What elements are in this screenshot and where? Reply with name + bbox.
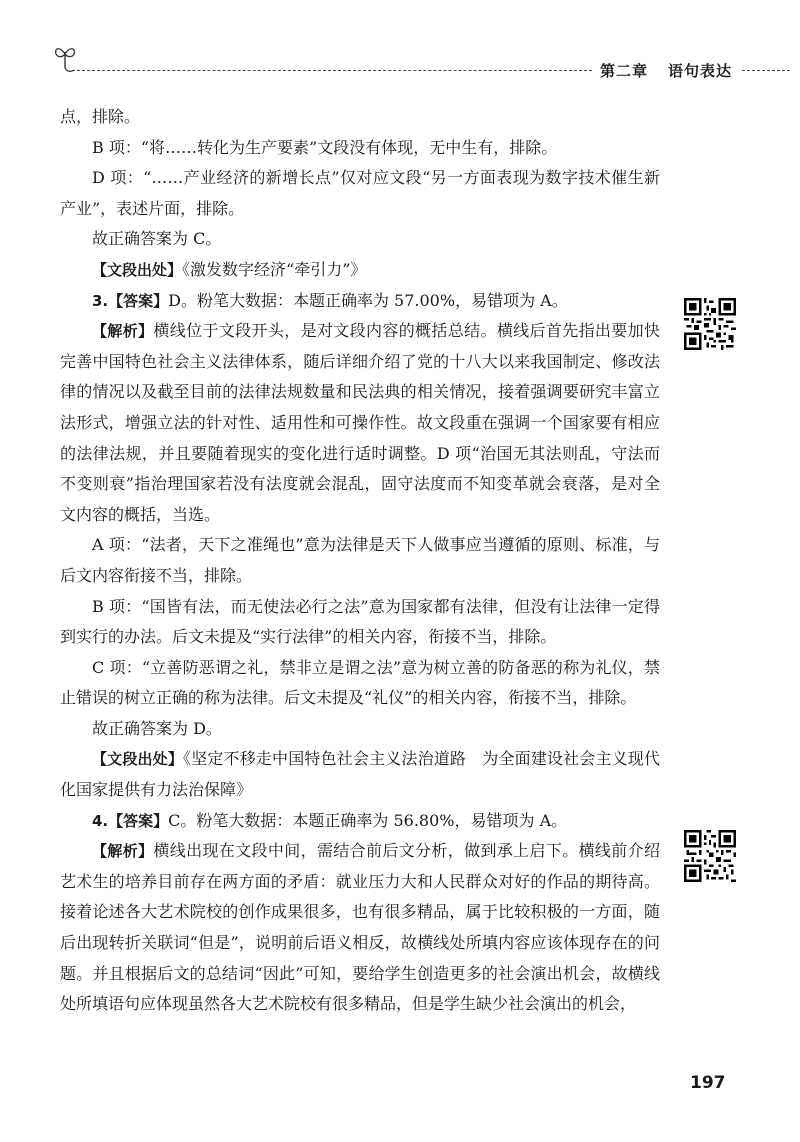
- paragraph: 点，排除。: [60, 107, 141, 126]
- answer-label: 3.【答案】: [92, 291, 169, 310]
- paragraph: A 项：“法者，天下之准绳也”意为法律是天下人做事应当遵循的原则、标准，与后文内容衔接不当，排除。: [60, 535, 660, 585]
- paragraph: C 项：“立善防恶谓之礼，禁非立是谓之法”意为树立善的防备恶的称为礼仪，禁止错误的树立正确的称为法律。后文未提及“礼仪”的相关内容，衔接不当，排除。: [60, 657, 660, 708]
- source-note: 【文段出处】《坚定不移走中国特色社会主义法治道路 为全面建设社会主义现代化国家提供有力法治保障》: [60, 749, 660, 800]
- source-note: 【文段出处】《激发数字经济“牵引力”》: [92, 259, 367, 279]
- paragraph: B 项：“将……转化为生产要素”文段没有体现，无中生有，排除。: [92, 137, 558, 157]
- paragraph: D 项：“……产业经济的新增长点”仅对应文段“另一方面表现为数字技术催生新产业”，表述片面，排除。: [60, 168, 660, 218]
- answer-line: 4.【答案】C。粉笔大数据：本题正确率为 56.80%，易错项为 A。: [92, 810, 568, 830]
- qr-code-icon[interactable]: [684, 830, 736, 882]
- analysis-label: 【解析】: [92, 322, 154, 341]
- paragraph: 故正确答案为 D。: [92, 718, 222, 738]
- header-rule: [72, 70, 592, 71]
- running-header: [600, 60, 732, 81]
- paragraph: 故正确答案为 C。: [92, 229, 222, 249]
- qr-code-icon[interactable]: [684, 298, 736, 350]
- sprout-logo-icon: [52, 38, 78, 78]
- analysis-label: 【解析】: [92, 842, 154, 861]
- source-label: 【文段出处】: [92, 750, 184, 769]
- source-label: 【文段出处】: [92, 260, 183, 279]
- page-number: 197: [690, 1073, 726, 1093]
- answer-line: 3.【答案】D。粉笔大数据：本题正确率为 57.00%，易错项为 A。: [92, 290, 568, 310]
- paragraph: B 项：“国皆有法，而无使法必行之法”意为国家都有法律，但没有让法律一定得到实行的办法。后文未提及“实行法律”的相关内容，衔接不当，排除。: [60, 596, 660, 647]
- analysis-paragraph: 【解析】横线位于文段开头，是对文段内容的概括总结。横线后首先指出要加快完善中国特色社会主义法律体系，随后详细介绍了党的十八大以来我国制定、修改法律的情况以及截至目前的法律法规数量和民法典的相关情况，接着强调要研究丰富立法形式，增强立法的针对性、适用性和可操作性。故文段重在强调一个国家要有相应的法律法规，并且要随着现实的变化进行适时调整。D 项“治国无其法则乱，守法而不变则衰”指治理国家若没有法度就会混乱，固守法度而不知变革就会衰落，是对全文内容的概括，当选。: [60, 321, 660, 524]
- section-label: 语句表达: [668, 62, 733, 80]
- analysis-paragraph: 【解析】横线出现在文段中间，需结合前后文分析，做到承上启下。横线前介绍艺术生的培养目前存在两方面的矛盾：就业压力大和人民群众对好的作品的期待高。接着论述各大艺术院校的创作成果很多，也有很多精品，属于比较积极的一方面，随后出现转折关联词“但是”，说明前后语义相反，故横线处所填内容应该体现存在的问题。并且根据后文的总结词“因此”可知，要给学生创造更多的社会演出机会，故横线处所填语句应体现虽然各大艺术院校有很多精品，但是学生缺少社会演出的机会，: [60, 841, 660, 1014]
- chapter-label: 第二章: [600, 62, 649, 80]
- header-rule-right: [742, 70, 790, 71]
- body-text: [60, 102, 660, 1020]
- answer-label: 4.【答案】: [92, 811, 169, 830]
